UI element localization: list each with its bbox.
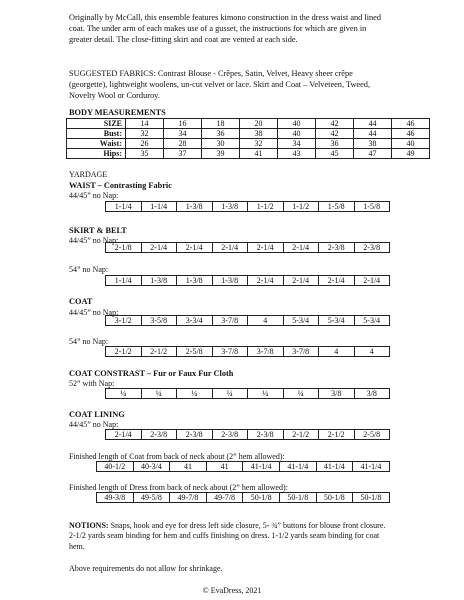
body-row-label: Waist: bbox=[67, 139, 126, 149]
yardage-cell: 3-7/8 bbox=[283, 347, 319, 357]
yardage-row bbox=[106, 202, 390, 212]
finished-dress-table bbox=[96, 492, 390, 503]
notions-paragraph bbox=[69, 521, 389, 552]
body-cell: 41 bbox=[240, 149, 278, 159]
yardage-cell: 2-3/8 bbox=[212, 430, 248, 440]
coat-nap2: 54” no Nap: bbox=[69, 337, 109, 346]
body-measurements-title: BODY MEASUREMENTS bbox=[69, 108, 166, 117]
yardage-cell: 2-5/8 bbox=[354, 430, 390, 440]
yardage-cell: ¼ bbox=[106, 389, 142, 399]
yardage-row bbox=[97, 462, 390, 472]
body-cell: 34 bbox=[278, 139, 316, 149]
yardage-cell: 50-1/8 bbox=[279, 493, 316, 503]
body-cell: 43 bbox=[278, 149, 316, 159]
coat-contrast-nap: 52” with Nap: bbox=[69, 379, 115, 388]
body-cell: 42 bbox=[316, 129, 354, 139]
body-row-label: Bust: bbox=[67, 129, 126, 139]
body-measurements-table bbox=[66, 118, 430, 159]
yardage-row bbox=[97, 493, 390, 503]
yardage-cell: ¼ bbox=[212, 389, 248, 399]
yardage-cell: 41-1/4 bbox=[353, 462, 390, 472]
yardage-cell: 3-3/4 bbox=[177, 316, 213, 326]
yardage-cell: 41-1/4 bbox=[279, 462, 316, 472]
body-cell: 26 bbox=[126, 139, 164, 149]
skirt-title: SKIRT & BELT bbox=[69, 226, 127, 235]
yardage-cell: 2-1/4 bbox=[248, 243, 284, 253]
yardage-cell: 1-1/4 bbox=[106, 276, 142, 286]
body-cell: 36 bbox=[316, 139, 354, 149]
yardage-cell: 41 bbox=[206, 462, 243, 472]
yardage-cell: 3-1/2 bbox=[106, 316, 142, 326]
yardage-cell: 1-1/2 bbox=[248, 202, 284, 212]
coat-table-1 bbox=[105, 315, 390, 326]
coat-title: COAT bbox=[69, 297, 93, 306]
body-cell: 38 bbox=[354, 139, 392, 149]
yardage-cell: 2-3/8 bbox=[319, 243, 355, 253]
body-cell: 34 bbox=[164, 129, 202, 139]
coat-nap1: 44/45” no Nap: bbox=[69, 308, 119, 317]
body-cell: 46 bbox=[392, 129, 430, 139]
yardage-row bbox=[106, 430, 390, 440]
yardage-cell: 2-3/8 bbox=[177, 430, 213, 440]
yardage-cell: 1-3/8 bbox=[177, 202, 213, 212]
yardage-cell: 2-1/4 bbox=[212, 243, 248, 253]
body-cell: 28 bbox=[164, 139, 202, 149]
yardage-row bbox=[106, 316, 390, 326]
yardage-cell: 49-5/8 bbox=[133, 493, 170, 503]
body-cell: 38 bbox=[240, 129, 278, 139]
yardage-cell: 1-3/8 bbox=[141, 276, 177, 286]
body-cell: 44 bbox=[354, 119, 392, 129]
body-cell: 40 bbox=[278, 129, 316, 139]
yardage-cell: 50-1/8 bbox=[243, 493, 280, 503]
yardage-cell: 50-1/8 bbox=[316, 493, 353, 503]
body-cell: 46 bbox=[392, 119, 430, 129]
intro-paragraph: Originally by McCall, this ensemble features kimono construction in the dress waist and lined coat. The under arm of each makes use of a gusset, the instructions for which are given in greater detail. The close-fitting skirt and coat are vented at each side. bbox=[69, 13, 381, 44]
yardage-cell: 1-1/2 bbox=[283, 202, 319, 212]
yardage-cell: 2-1/2 bbox=[141, 347, 177, 357]
body-row bbox=[67, 129, 430, 139]
body-cell: 47 bbox=[354, 149, 392, 159]
waist-title: WAIST – Contrasting Fabric bbox=[69, 181, 172, 190]
yardage-cell: 3-5/8 bbox=[141, 316, 177, 326]
body-cell: 42 bbox=[316, 119, 354, 129]
yardage-cell: 2-1/4 bbox=[106, 430, 142, 440]
yardage-cell: 4 bbox=[248, 316, 284, 326]
yardage-cell: 5-3/4 bbox=[319, 316, 355, 326]
yardage-cell: ¼ bbox=[177, 389, 213, 399]
body-row bbox=[67, 149, 430, 159]
yardage-label: YARDAGE bbox=[69, 170, 108, 179]
body-cell: 40 bbox=[392, 139, 430, 149]
body-cell: 39 bbox=[202, 149, 240, 159]
waist-table bbox=[105, 201, 390, 212]
suggested-fabrics: SUGGESTED FABRICS: Contrast Blouse - Crêpes, Satin, Velvet, Heavy sheer crêpe (georgette), lightweight woolens, un-cut velvet or lace. Skirt and Coat – Velveteen, Tweed, Novelty Wool or Corduroy. bbox=[69, 69, 371, 100]
yardage-cell: 1-3/8 bbox=[212, 202, 248, 212]
skirt-nap1: 44/45” no Nap: bbox=[69, 236, 119, 245]
body-cell: 45 bbox=[316, 149, 354, 159]
body-cell: 44 bbox=[354, 129, 392, 139]
body-row-label: SIZE bbox=[67, 119, 126, 129]
yardage-cell: 2-1/2 bbox=[319, 430, 355, 440]
yardage-cell: 40-1/2 bbox=[97, 462, 134, 472]
yardage-cell: 1-5/8 bbox=[319, 202, 355, 212]
yardage-cell: 1-1/4 bbox=[106, 202, 142, 212]
body-cell: 32 bbox=[240, 139, 278, 149]
yardage-cell: 4 bbox=[354, 347, 390, 357]
yardage-cell: 49-7/8 bbox=[206, 493, 243, 503]
yardage-cell: 3-7/8 bbox=[248, 347, 284, 357]
yardage-cell: 2-1/4 bbox=[354, 276, 390, 286]
yardage-cell: 2-1/8 bbox=[106, 243, 142, 253]
yardage-cell: 2-5/8 bbox=[177, 347, 213, 357]
yardage-cell: 1-5/8 bbox=[354, 202, 390, 212]
yardage-cell: 2-1/4 bbox=[283, 243, 319, 253]
yardage-cell: 2-1/2 bbox=[283, 430, 319, 440]
body-cell: 14 bbox=[126, 119, 164, 129]
yardage-cell: 2-1/4 bbox=[177, 243, 213, 253]
yardage-cell: 3/8 bbox=[319, 389, 355, 399]
yardage-cell: 2-1/4 bbox=[283, 276, 319, 286]
yardage-cell: 3-7/8 bbox=[212, 316, 248, 326]
yardage-cell: 4 bbox=[319, 347, 355, 357]
yardage-cell: 3-7/8 bbox=[212, 347, 248, 357]
copyright-footer: © EvaDress, 2021 bbox=[202, 586, 262, 595]
shrinkage-note: Above requirements do not allow for shrinkage. bbox=[69, 564, 223, 573]
coat-lining-nap: 44/45” no Nap: bbox=[69, 420, 119, 429]
notions-text: Snaps, hook and eye for dress left side closure, 5- ¾” buttons for blouse front closure. 2-1/2 yards seam binding for hem and cuffs finishing on dress. 1-1/2 yards seam binding for coat hem. bbox=[69, 521, 386, 551]
body-cell: 36 bbox=[202, 129, 240, 139]
yardage-cell: 1-3/8 bbox=[177, 276, 213, 286]
coat-lining-title: COAT LINING bbox=[69, 410, 125, 419]
body-cell: 16 bbox=[164, 119, 202, 129]
yardage-cell: 1-1/4 bbox=[141, 202, 177, 212]
yardage-cell: 49-3/8 bbox=[97, 493, 134, 503]
notions-label: NOTIONS: bbox=[69, 521, 109, 530]
body-cell: 35 bbox=[126, 149, 164, 159]
yardage-row bbox=[106, 347, 390, 357]
yardage-cell: 2-1/4 bbox=[248, 276, 284, 286]
yardage-cell: 41-1/4 bbox=[316, 462, 353, 472]
finished-dress-label: Finished length of Dress from back of neck about (2” hem allowed): bbox=[69, 483, 288, 492]
body-cell: 30 bbox=[202, 139, 240, 149]
skirt-table-1 bbox=[105, 242, 390, 253]
body-row bbox=[67, 139, 430, 149]
yardage-row bbox=[106, 389, 390, 399]
yardage-cell: 2-1/2 bbox=[106, 347, 142, 357]
yardage-cell: 2-3/8 bbox=[354, 243, 390, 253]
skirt-nap2: 54” no Nap: bbox=[69, 265, 109, 274]
body-row-label: Hips: bbox=[67, 149, 126, 159]
yardage-cell: 3/8 bbox=[354, 389, 390, 399]
skirt-table-2 bbox=[105, 275, 390, 286]
yardage-cell: 2-3/8 bbox=[141, 430, 177, 440]
yardage-cell: 41 bbox=[170, 462, 207, 472]
body-cell: 37 bbox=[164, 149, 202, 159]
yardage-cell: 49-7/8 bbox=[170, 493, 207, 503]
finished-coat-label: Finished length of Coat from back of neck about (2” hem allowed): bbox=[69, 452, 285, 461]
yardage-cell: 41-1/4 bbox=[243, 462, 280, 472]
body-row bbox=[67, 119, 430, 129]
waist-nap: 44/45” no Nap: bbox=[69, 191, 119, 200]
yardage-cell: 40-3/4 bbox=[133, 462, 170, 472]
yardage-cell: 50-1/8 bbox=[353, 493, 390, 503]
yardage-cell: 5-3/4 bbox=[283, 316, 319, 326]
yardage-row bbox=[106, 276, 390, 286]
yardage-cell: ¼ bbox=[248, 389, 284, 399]
yardage-cell: 2-1/4 bbox=[141, 243, 177, 253]
coat-lining-table bbox=[105, 429, 390, 440]
yardage-cell: 1-3/8 bbox=[212, 276, 248, 286]
body-cell: 40 bbox=[278, 119, 316, 129]
yardage-cell: 5-3/4 bbox=[354, 316, 390, 326]
yardage-cell: 2-1/4 bbox=[319, 276, 355, 286]
yardage-cell: ¼ bbox=[141, 389, 177, 399]
coat-contrast-title: COAT CONSTRAST – Fur or Faux Fur Cloth bbox=[69, 369, 234, 378]
body-cell: 49 bbox=[392, 149, 430, 159]
body-cell: 20 bbox=[240, 119, 278, 129]
yardage-cell: 2-3/8 bbox=[248, 430, 284, 440]
body-cell: 32 bbox=[126, 129, 164, 139]
body-cell: 18 bbox=[202, 119, 240, 129]
yardage-cell: ¼ bbox=[283, 389, 319, 399]
coat-table-2 bbox=[105, 346, 390, 357]
coat-contrast-table bbox=[105, 388, 390, 399]
yardage-row bbox=[106, 243, 390, 253]
finished-coat-table bbox=[96, 461, 390, 472]
